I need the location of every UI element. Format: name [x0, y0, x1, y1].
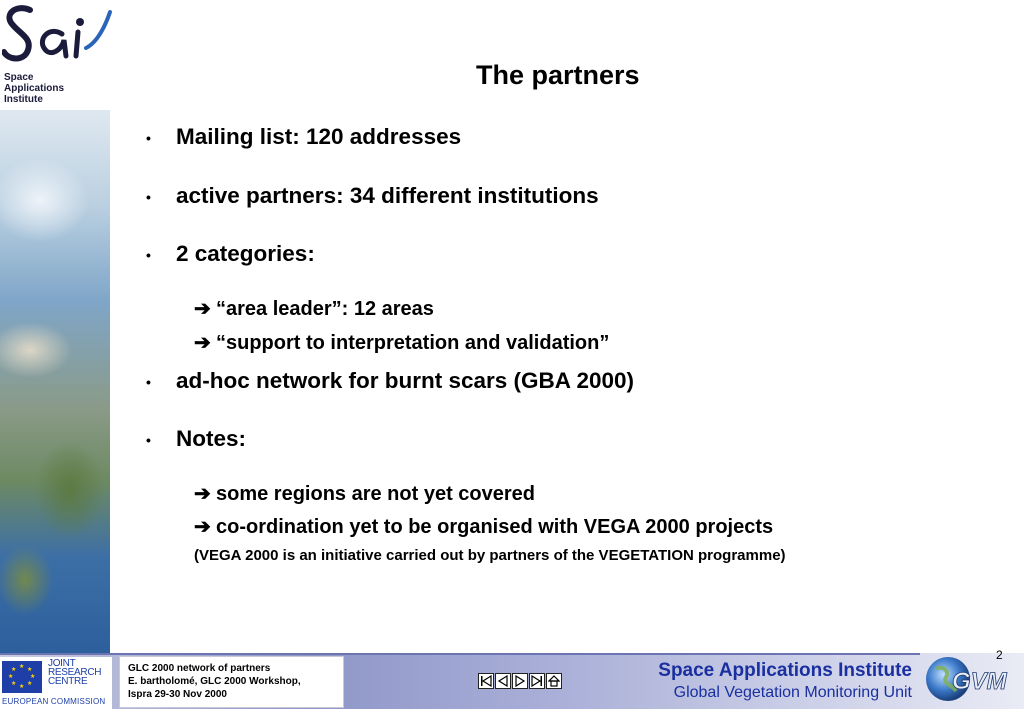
bullet-text: Notes: [176, 426, 247, 451]
arrow-icon: ➔ [194, 483, 211, 505]
slide-navigation [478, 673, 562, 689]
sai-logo-mark [2, 2, 112, 72]
bullet-item [146, 368, 634, 394]
next-page-icon [514, 675, 526, 687]
previous-page-icon [497, 675, 509, 687]
jrc-logo [0, 657, 112, 709]
sub-bullet-text: co-ordination yet to be organised with VEGA 2000 projects [216, 516, 774, 538]
page-number: 2 [996, 648, 1003, 662]
bullet-dot: • [146, 432, 151, 449]
sub-bullet-item [194, 296, 434, 321]
bullet-item [146, 183, 599, 209]
bullet-text: Mailing list: 120 addresses [176, 124, 462, 149]
sub-bullet-text: “area leader”: 12 areas [216, 298, 434, 320]
sai-logo-text [4, 72, 64, 105]
last-page-icon [531, 675, 543, 687]
footer-info-line: E. bartholomé, GLC 2000 Workshop, [128, 676, 301, 687]
last-page-button[interactable] [529, 673, 545, 689]
bullet-dot: • [146, 189, 151, 206]
bullet-dot: • [146, 247, 151, 264]
gvm-logo [922, 655, 1022, 707]
bullet-text: ad-hoc network for burnt scars (GBA 2000) [176, 368, 635, 393]
eu-flag-icon: ★ ★ ★ ★ ★ ★ ★ ★ [2, 661, 42, 693]
footer-info-line: GLC 2000 network of partners [128, 663, 271, 674]
previous-page-button[interactable] [495, 673, 511, 689]
sub-bullet-item [194, 481, 535, 506]
bullet-text: active partners: 34 different institutions [176, 183, 599, 208]
sub-bullet-item [194, 514, 773, 539]
jrc-line: JOINT [48, 658, 76, 669]
sai-logo [2, 2, 112, 106]
slide-title: The partners [476, 60, 640, 90]
bullet-dot: • [146, 130, 151, 147]
jrc-line: RESEARCH [48, 667, 102, 678]
jrc-line: CENTRE [48, 676, 88, 687]
home-icon [548, 675, 560, 687]
logo-line: Applications [4, 83, 65, 94]
logo-line: Institute [4, 94, 43, 105]
home-button[interactable] [546, 673, 562, 689]
unit-name: Global Vegetation Monitoring Unit [673, 684, 912, 701]
institute-name: Space Applications Institute [658, 660, 912, 681]
bullet-item [146, 241, 315, 267]
arrow-icon: ➔ [194, 332, 211, 354]
logo-line: Space [4, 72, 34, 83]
sub-bullet-text: some regions are not yet covered [216, 483, 536, 505]
next-page-button[interactable] [512, 673, 528, 689]
sub-bullet-item [194, 330, 609, 355]
bullet-text: 2 categories: [176, 241, 315, 266]
european-commission-label: EUROPEAN COMMISSION [2, 697, 106, 706]
footer-info-line: Ispra 29-30 Nov 2000 [128, 689, 227, 700]
footnote: (VEGA 2000 is an initiative carried out by partners of the VEGETATION programme) [194, 547, 786, 564]
jrc-name [48, 659, 101, 686]
gvm-globe-icon [922, 655, 1022, 707]
satellite-image-strip [0, 110, 110, 655]
footer-rule [0, 653, 920, 655]
institute-footer [658, 660, 912, 702]
sub-bullet-text: “support to interpretation and validation” [216, 332, 610, 354]
arrow-icon: ➔ [194, 298, 211, 320]
first-page-button[interactable] [478, 673, 494, 689]
arrow-icon: ➔ [194, 516, 211, 538]
bullet-dot: • [146, 374, 151, 391]
gvm-label: GVM [952, 668, 1007, 695]
bullet-item [146, 124, 461, 150]
bullet-item [146, 426, 246, 452]
footer-info-box [119, 656, 344, 708]
first-page-icon [480, 675, 492, 687]
